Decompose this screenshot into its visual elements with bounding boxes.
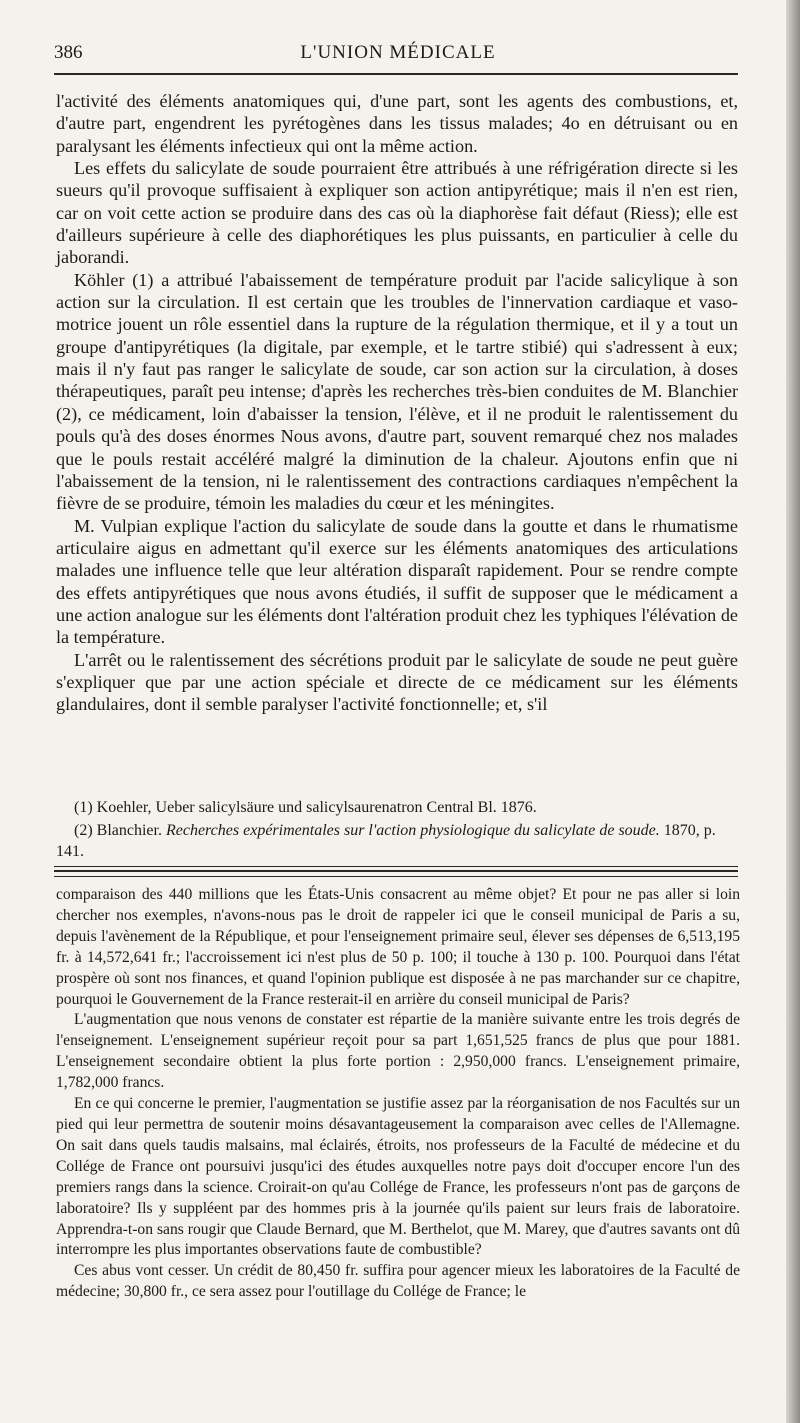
article-paragraph: L'arrêt ou le ralentissement des sécrétions produit par le salicylate de soude ne peut guère s'expliquer que par une action spéciale et directe de ce médicament sur les éléments glandulaires, dont il semble paralyser l'activité fonctionnelle; et, s'il bbox=[56, 649, 738, 715]
footnote-2 bbox=[56, 820, 738, 862]
footnotes bbox=[56, 797, 738, 864]
page-header bbox=[54, 38, 742, 68]
feuilleton-rule-top bbox=[54, 866, 738, 867]
page-edge-shadow bbox=[786, 0, 800, 1423]
footnote-2-title: Recherches expérimentales sur l'action physiologique du salicylate de soude. bbox=[165, 822, 660, 839]
running-title: L'UNION MÉDICALE bbox=[300, 42, 496, 63]
article-paragraph: Les effets du salicylate de soude pourraient être attribués à une réfrigération directe si les sueurs qu'il provoque suffisaient à expliquer son action antipyrétique; mais il n'en est rien, car on voit cette action se produire dans des cas où la diaphorèse fait défaut (Riess); elle est d'ailleurs supérieure à celle des diaphorétiques les plus puissants, en particulier à celle du jaborandi. bbox=[56, 158, 738, 268]
footnote-1: (1) Koehler, Ueber salicylsäure und salicylsaurenatron Central Bl. 1876. bbox=[74, 799, 537, 816]
header-rule bbox=[54, 73, 738, 75]
page-number: 386 bbox=[54, 42, 83, 63]
footnote-2-prefix: (2) Blanchier. bbox=[74, 822, 166, 839]
footnote-2-suffix: 1870, p. 141. bbox=[56, 822, 716, 860]
article-paragraph: Köhler (1) a attribué l'abaissement de température produit par l'acide salicylique à son action sur la circulation. Il est certain que les troubles de l'innervation cardiaque et vaso-motrice jouent un rôle essentiel dans la rupture de la régulation thermique, et il y a tout un groupe d'antipyrétiques (la digitale, par exemple, et le tartre stibié) qui s'adressent à eux; mais il n'y faut pas ranger le salicylate de soude, car son action sur la circulation, à doses thérapeutiques, paraît peu intense; d'après les recherches très-bien conduites de M. Blanchier (2), ce médicament, loin d'abaisser la tension, l'élève, et il ne produit le ralentissement du pouls qu'à des doses énormes Nous avons, d'autre part, souvent remarqué chez nos malades que le pouls restait accéléré malgré la diminution de la chaleur. Ajoutons enfin que ni l'abaissement de la tension, ni le ralentissement des contractions cardiaques n'empêchent la fièvre de se produire, témoin les maladies du cœur et les méningites. bbox=[56, 269, 738, 514]
feuilleton-rule-middle bbox=[54, 870, 738, 872]
feuilleton-paragraph: comparaison des 440 millions que les États-Unis consacrent au même objet? Et pour ne pas aller si loin chercher nos exemples, n'avons-nous pas le droit de rappeler ici que le conseil municipal de Paris a su, depuis l'avènement de la République, et pour l'enseignement primaire seul, élever ses dépenses de 6,513,195 fr. à 14,572,641 fr.; l'accroissement ici n'est plus de 50 p. 100; il touche à 130 p. 100. Pourquoi dans l'état prospère où sont nos finances, et quand l'opinion publique est disposée à ne pas marchander sur ce chapitre, pourquoi le Gouvernement de la France resterait-il en arrière du conseil municipal de Paris? bbox=[56, 886, 740, 1008]
article-paragraph: l'activité des éléments anatomiques qui, d'une part, sont les agents des combustions, et, d'autre part, engendrent les pyrétogènes dans les tissus malades; 4o en détruisant ou en paralysant les éléments infectieux qui ont la même action. bbox=[56, 91, 738, 156]
feuilleton-body bbox=[56, 885, 740, 1303]
feuilleton-paragraph: En ce qui concerne le premier, l'augmentation se justifie assez par la réorganisation de nos Facultés sur un pied qui leur permettra de soutenir moins désavantageusement la comparaison avec celles de l'Allemagne. On sait dans quels taudis malsains, mal éclairés, étroits, nos professeurs de la Faculté de médecine et du Collége de France ont poursuivi jusqu'ici des études auxquelles notre pays doit d'occuper encore l'un des premiers rangs dans la science. Croirait-on qu'au Collége de France, les professeurs n'ont pas de garçons de laboratoire? Ils y suppléent par des hommes pris à la journée qu'ils paient sur leurs frais de laboratoire. Apprendra-t-on sans rougir que Claude Bernard, que M. Berthelot, que M. Marey, que d'autres savants ont dû interrompre les plus importantes observations faute de combustible? bbox=[56, 1095, 740, 1259]
feuilleton-paragraph: L'augmentation que nous venons de constater est répartie de la manière suivante entre les trois degrés de l'enseignement. L'enseignement supérieur reçoit pour sa part 1,651,525 francs de plus que pour 1881. L'enseignement secondaire obtient la plus forte portion : 2,950,000 francs. L'enseignement primaire, 1,782,000 francs. bbox=[56, 1011, 740, 1092]
article-body bbox=[56, 90, 738, 716]
feuilleton-paragraph: Ces abus vont cesser. Un crédit de 80,450 fr. suffira pour agencer mieux les laboratoires de la Faculté de médecine; 30,800 fr., ce sera assez pour l'outillage du Collége de France; le bbox=[56, 1262, 740, 1301]
article-paragraph: M. Vulpian explique l'action du salicylate de soude dans la goutte et dans le rhumatisme articulaire aigus en admettant qu'il exerce sur les éléments anatomiques des articulations malades une influence telle que leur altération disparaît rapidement. Pour se rendre compte des effets antipyrétiques que nous avons étudiés, il suffit de supposer que le médicament a une action analogue sur les éléments dont l'altération produit chez les typhiques l'élévation de la température. bbox=[56, 515, 738, 648]
feuilleton-rule-bottom bbox=[54, 876, 738, 877]
